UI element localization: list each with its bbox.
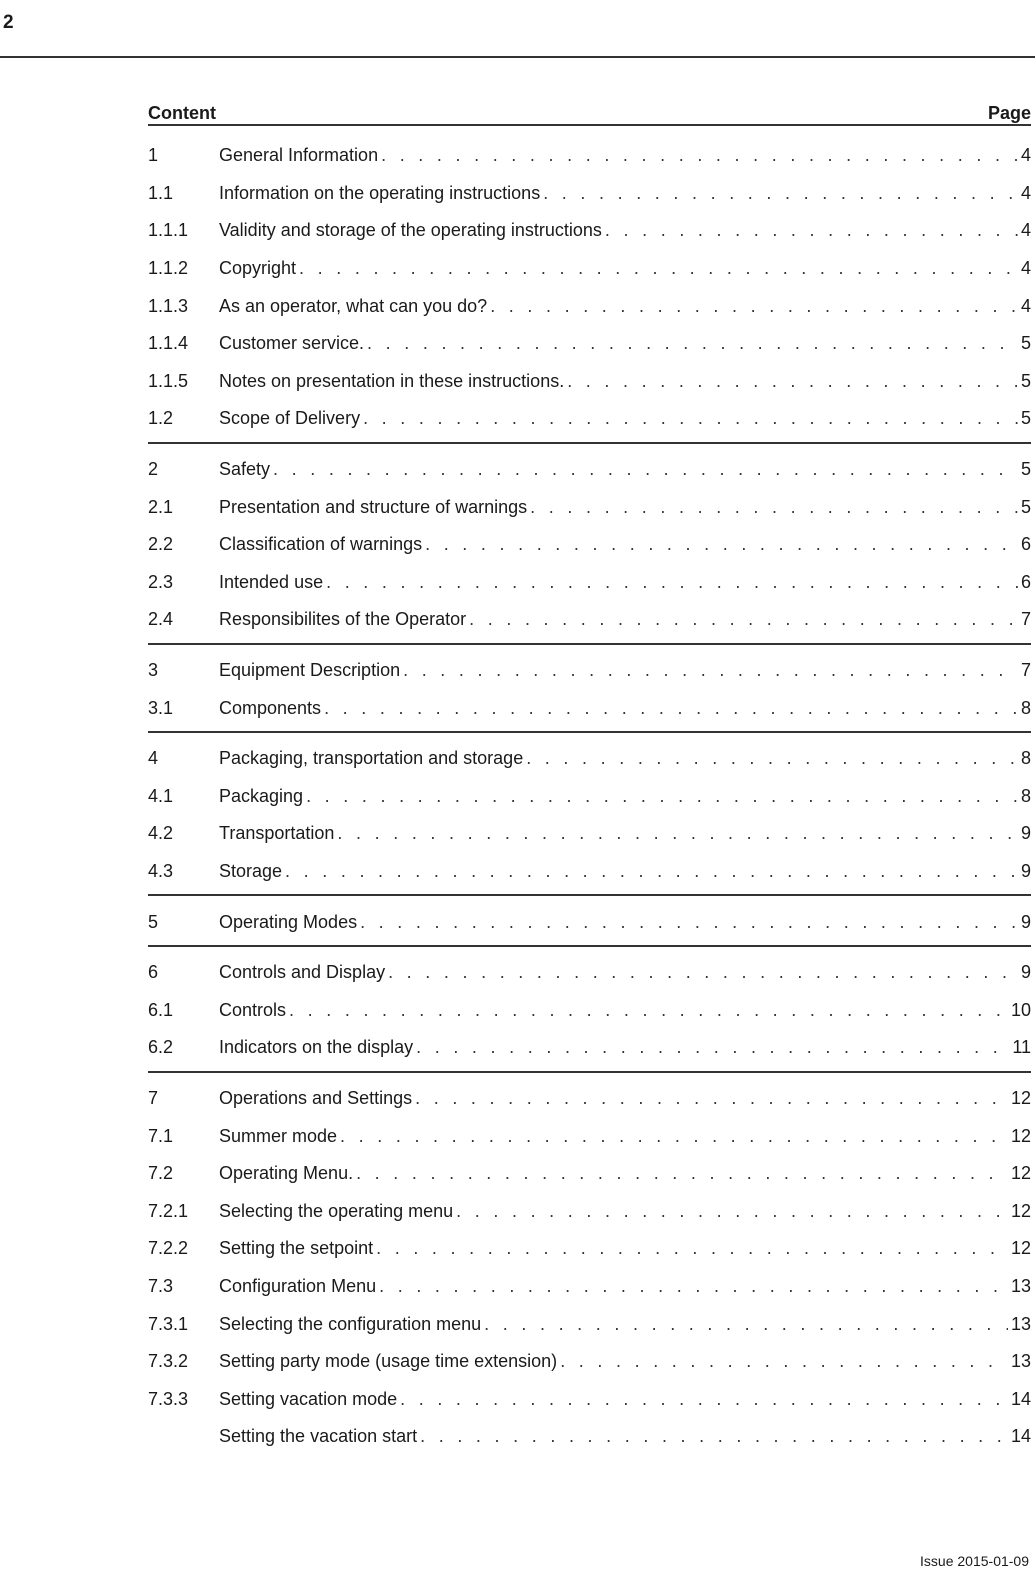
toc-entry-number: 1.2: [148, 408, 174, 429]
toc-entry[interactable]: [148, 1155, 1031, 1193]
toc-entry-page: 4: [1020, 220, 1031, 241]
toc-entry[interactable]: [148, 325, 1031, 363]
dot-leader: [299, 258, 1018, 279]
dot-leader: [416, 1037, 1009, 1058]
toc-entry-title: Presentation and structure of warnings: [219, 496, 528, 517]
toc-entry-page: 9: [1020, 962, 1031, 983]
toc-entry-number: 1: [148, 145, 159, 166]
toc-entry-number: 4: [148, 748, 159, 769]
toc-entry[interactable]: [148, 601, 1031, 639]
toc-entry-number: 2.3: [148, 571, 174, 592]
toc-entry-number: 4.3: [148, 860, 174, 881]
toc-entry-title: Operating Modes: [219, 911, 358, 932]
toc-entry[interactable]: [148, 212, 1031, 250]
toc-entry[interactable]: [148, 250, 1031, 288]
dot-leader: [356, 1163, 1008, 1184]
toc-entry-title: Controls: [219, 999, 287, 1020]
toc-entry-title: Configuration Menu: [219, 1275, 377, 1296]
toc-entry[interactable]: [148, 853, 1031, 891]
toc-entry-title: Selecting the configuration menu: [219, 1313, 482, 1334]
toc-entry-title: Summer mode: [219, 1125, 338, 1146]
dot-leader: [567, 371, 1018, 392]
section-divider: [148, 643, 1031, 645]
toc-entry-number: 1.1: [148, 182, 174, 203]
toc-entry-title: Transportation: [219, 823, 335, 844]
dot-leader: [363, 408, 1018, 429]
toc-entry[interactable]: [148, 400, 1031, 438]
toc-entry-title: Operations and Settings: [219, 1087, 413, 1108]
section-divider: [148, 1071, 1031, 1073]
toc-entry-page: 6: [1020, 571, 1031, 592]
toc-entry[interactable]: [148, 1080, 1031, 1118]
toc-entry[interactable]: [148, 815, 1031, 853]
toc-entry-title: Validity and storage of the operating instructions: [219, 220, 602, 241]
toc-entry-page: 4: [1020, 258, 1031, 279]
issue-date: Issue 2015-01-09: [920, 1553, 1029, 1569]
toc-entry-page: 12: [1010, 1087, 1031, 1108]
toc-entry-title: As an operator, what can you do?: [219, 295, 488, 316]
toc-entry-number: 7.2.1: [148, 1200, 189, 1221]
toc-entry-number: 7.3.3: [148, 1388, 189, 1409]
toc-entry-number: 2.1: [148, 496, 174, 517]
toc-entry[interactable]: [148, 564, 1031, 602]
toc-entry-page: 7: [1020, 609, 1031, 630]
dot-leader: [360, 912, 1018, 933]
toc-entry-title: Packaging: [219, 785, 304, 806]
toc-entry-page: 5: [1020, 408, 1031, 429]
toc-entry[interactable]: [148, 740, 1031, 778]
toc-entry-page: 13: [1010, 1275, 1031, 1296]
section-divider: [148, 442, 1031, 444]
toc-entry-title: Setting the vacation start: [219, 1426, 418, 1447]
dot-leader: [376, 1238, 1008, 1259]
toc-entry-page: 9: [1020, 823, 1031, 844]
toc-entry[interactable]: [148, 1230, 1031, 1268]
toc-entry-number: 3: [148, 660, 159, 681]
toc-entry-page: 4: [1020, 145, 1031, 166]
toc-entry[interactable]: [148, 175, 1031, 213]
toc-entry-number: 1.1.4: [148, 333, 189, 354]
toc-entry-number: 2: [148, 459, 159, 480]
toc-entry-number: 7.1: [148, 1125, 174, 1146]
toc-entry-title: Responsibilites of the Operator: [219, 609, 467, 630]
dot-leader: [388, 962, 1018, 983]
dot-leader: [560, 1351, 1008, 1372]
toc-entry-title: Setting party mode (usage time extension): [219, 1351, 558, 1372]
toc-entry-page: 12: [1010, 1125, 1031, 1146]
toc-entry[interactable]: [148, 1380, 1031, 1418]
table-of-contents: [148, 84, 1031, 1456]
toc-entry-page: 8: [1020, 748, 1031, 769]
toc-entry-page: 12: [1010, 1163, 1031, 1184]
dot-leader: [379, 1276, 1008, 1297]
toc-entry-page: 5: [1020, 496, 1031, 517]
toc-entry[interactable]: [148, 451, 1031, 489]
toc-entry-title: Controls and Display: [219, 962, 386, 983]
toc-entry-page: 4: [1020, 182, 1031, 203]
toc-entry-title: Scope of Delivery: [219, 408, 361, 429]
toc-entry-number: 1.1.3: [148, 295, 189, 316]
toc-entry-page: 14: [1010, 1426, 1031, 1447]
toc-entry-title: Copyright: [219, 258, 297, 279]
toc-entry-number: 7: [148, 1087, 159, 1108]
section-divider: [148, 731, 1031, 733]
toc-entry-number: 6: [148, 962, 159, 983]
toc-entry-page: 12: [1010, 1200, 1031, 1221]
toc-entry-page: 13: [1010, 1351, 1031, 1372]
toc-entry-title: Notes on presentation in these instructions.: [219, 370, 565, 391]
toc-entry-number: 4.2: [148, 823, 174, 844]
dot-leader: [415, 1088, 1008, 1109]
toc-entry-number: 2.2: [148, 534, 174, 555]
toc-entry-title: Setting vacation mode: [219, 1388, 398, 1409]
toc-entry[interactable]: [148, 526, 1031, 564]
toc-entry-number: 3.1: [148, 697, 174, 718]
dot-leader: [456, 1201, 1008, 1222]
toc-entry[interactable]: [148, 363, 1031, 401]
toc-entry-number: 1.1.2: [148, 258, 189, 279]
group-spacer: [148, 126, 1031, 137]
toc-entry-title: Packaging, transportation and storage: [219, 748, 524, 769]
dot-leader: [273, 459, 1018, 480]
dot-leader: [403, 660, 1018, 681]
section-divider: [148, 894, 1031, 896]
toc-entry-title: Customer service.: [219, 333, 365, 354]
toc-entry-page: 10: [1010, 999, 1031, 1020]
dot-leader: [425, 534, 1018, 555]
toc-entry-title: Selecting the operating menu: [219, 1200, 454, 1221]
toc-entry[interactable]: [148, 287, 1031, 325]
section-divider: [148, 945, 1031, 947]
toc-entry[interactable]: [148, 1029, 1031, 1067]
toc-entry[interactable]: [148, 954, 1031, 992]
toc-entry-title: Storage: [219, 860, 283, 881]
content-label: Content: [148, 103, 216, 123]
dot-leader: [285, 861, 1018, 882]
toc-entry-page: 13: [1010, 1313, 1031, 1334]
toc-entry-number: 6.2: [148, 1037, 174, 1058]
toc-entry-number: 1.1.1: [148, 220, 189, 241]
toc-entry[interactable]: [148, 1343, 1031, 1381]
page-label: Page: [987, 103, 1031, 123]
toc-entry[interactable]: [148, 689, 1031, 727]
toc-entry-page: 8: [1020, 697, 1031, 718]
toc-entry-title: Components: [219, 697, 322, 718]
toc-entry-number: 7.3.2: [148, 1351, 189, 1372]
toc-entry-title: General Information: [219, 145, 379, 166]
toc-entry-page: 6: [1020, 534, 1031, 555]
dot-leader: [543, 183, 1018, 204]
toc-entry-number: 5: [148, 911, 159, 932]
dot-leader: [367, 333, 1018, 354]
toc-entry-page: 5: [1020, 333, 1031, 354]
dot-leader: [381, 145, 1018, 166]
toc-body: [148, 126, 1031, 1456]
toc-entry-page: 4: [1020, 295, 1031, 316]
dot-leader: [337, 823, 1018, 844]
dot-leader: [340, 1126, 1008, 1147]
toc-entry[interactable]: [148, 1268, 1031, 1306]
dot-leader: [324, 698, 1018, 719]
toc-entry-page: 5: [1020, 459, 1031, 480]
toc-entry[interactable]: [148, 1305, 1031, 1343]
toc-entry-title: Equipment Description: [219, 660, 401, 681]
toc-entry-number: 6.1: [148, 999, 174, 1020]
toc-entry[interactable]: [148, 1192, 1031, 1230]
toc-entry[interactable]: [148, 1117, 1031, 1155]
toc-entry-title: Setting the setpoint: [219, 1238, 374, 1259]
toc-header: [148, 84, 1031, 124]
toc-entry-page: 8: [1020, 785, 1031, 806]
toc-entry-page: 9: [1020, 860, 1031, 881]
dot-leader: [400, 1389, 1008, 1410]
toc-entry-number: 4.1: [148, 785, 174, 806]
toc-entry[interactable]: [148, 488, 1031, 526]
page-number: 2: [3, 12, 14, 33]
toc-entry-page: 7: [1020, 660, 1031, 681]
dot-leader: [326, 572, 1018, 593]
dot-leader: [420, 1426, 1008, 1447]
toc-entry-number: 1.1.5: [148, 370, 189, 391]
dot-leader: [530, 497, 1018, 518]
toc-entry[interactable]: [148, 778, 1031, 816]
toc-entry-number: 2.4: [148, 609, 174, 630]
dot-leader: [605, 220, 1018, 241]
toc-entry-page: 5: [1020, 370, 1031, 391]
toc-entry-title: Indicators on the display: [219, 1037, 414, 1058]
toc-entry-title: Information on the operating instructions: [219, 182, 541, 203]
toc-entry-number: 7.3: [148, 1275, 174, 1296]
dot-leader: [490, 296, 1018, 317]
toc-entry-number: 7.3.1: [148, 1313, 189, 1334]
dot-leader: [526, 748, 1018, 769]
toc-entry-page: 11: [1012, 1037, 1031, 1058]
toc-entry[interactable]: [148, 137, 1031, 175]
toc-entry[interactable]: [148, 903, 1031, 941]
dot-leader: [289, 1000, 1008, 1021]
toc-entry-page: 9: [1020, 911, 1031, 932]
dot-leader: [306, 786, 1018, 807]
dot-leader: [469, 609, 1018, 630]
toc-entry-title: Intended use: [219, 571, 324, 592]
toc-entry-title: Operating Menu.: [219, 1163, 354, 1184]
toc-entry-number: 7.2.2: [148, 1238, 189, 1259]
toc-entry-page: 14: [1010, 1388, 1031, 1409]
toc-entry-title: Classification of warnings: [219, 534, 423, 555]
toc-entry[interactable]: [148, 1418, 1031, 1456]
top-rule: [0, 56, 1035, 58]
toc-entry[interactable]: [148, 652, 1031, 690]
dot-leader: [484, 1314, 1008, 1335]
toc-entry[interactable]: [148, 991, 1031, 1029]
toc-entry-page: 12: [1010, 1238, 1031, 1259]
toc-entry-title: Safety: [219, 459, 271, 480]
toc-entry-number: 7.2: [148, 1163, 174, 1184]
